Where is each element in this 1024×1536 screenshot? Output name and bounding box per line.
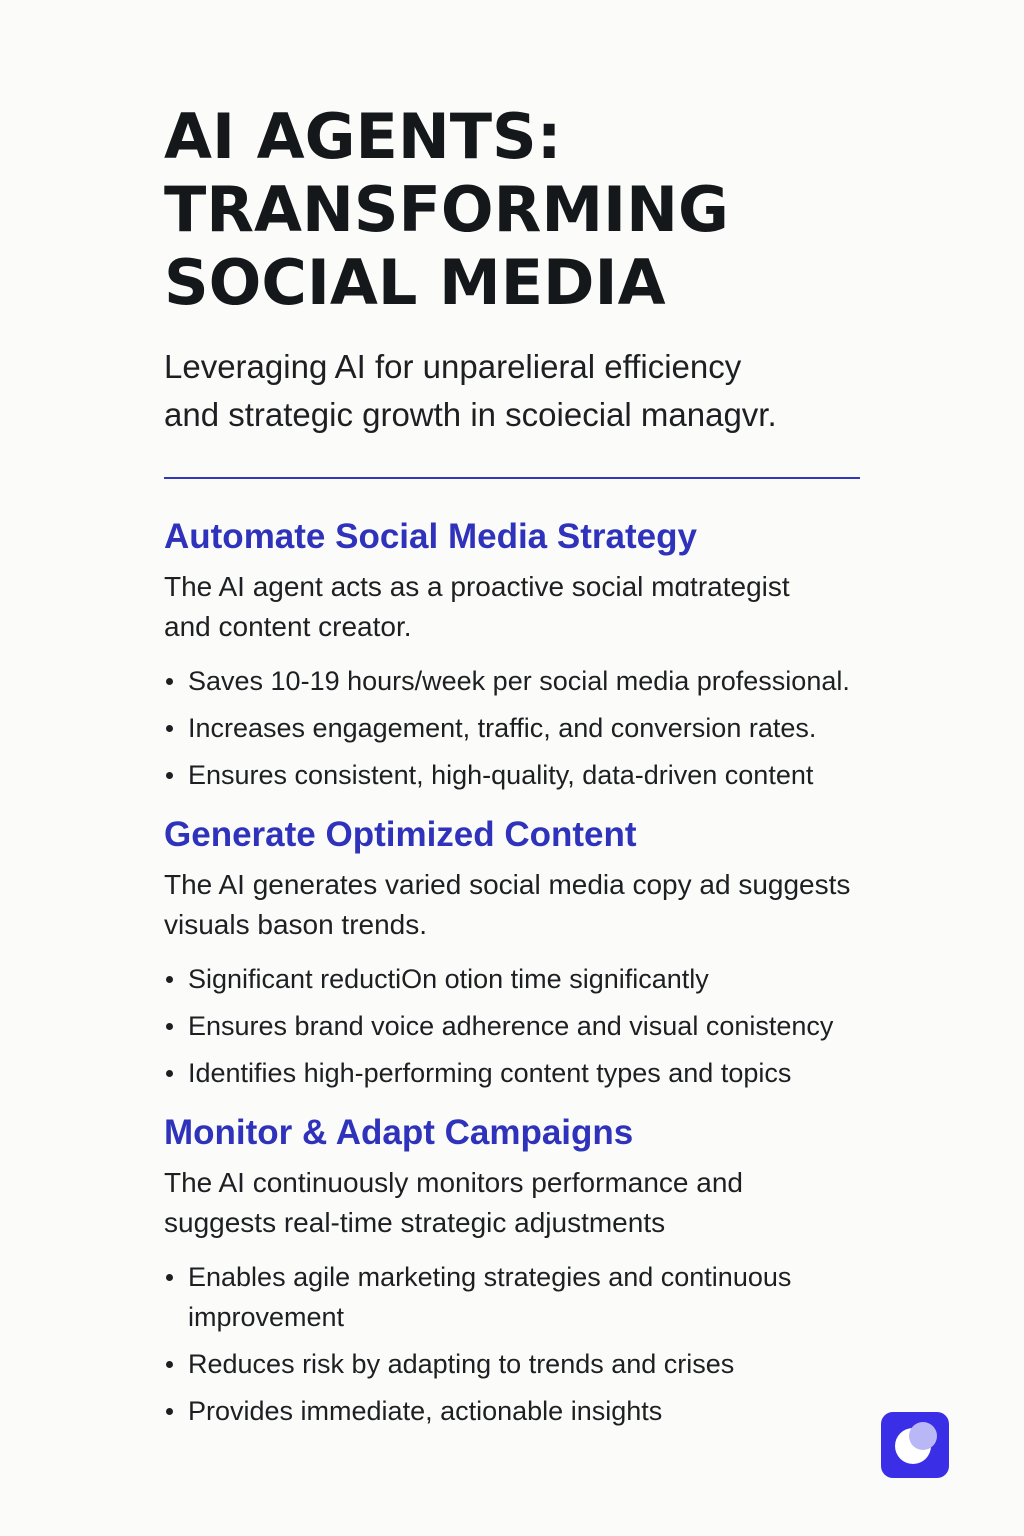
- bullet-item: [164, 959, 944, 999]
- bullet-item: [164, 755, 944, 795]
- bullet-dot-icon: [166, 1070, 173, 1077]
- bullet-dot-icon: [166, 678, 173, 685]
- description-line: and content creator.: [164, 611, 412, 642]
- bullet-item: [164, 1006, 944, 1046]
- section-generate-content: [164, 813, 944, 1093]
- section-description: [164, 567, 944, 647]
- section-description: [164, 1163, 944, 1243]
- assistant-logo-icon[interactable]: [881, 1412, 949, 1478]
- subtitle-line: and strategic growth in scoiecial managvr.: [164, 396, 777, 433]
- subtitle: [164, 343, 944, 439]
- section-title: Monitor & Adapt Campaigns: [164, 1113, 634, 1152]
- bullet-item: [164, 661, 944, 701]
- section-monitor-adapt: [164, 1111, 944, 1431]
- description-line: The AI generates varied social media copy ad suggests: [164, 869, 851, 900]
- bullet-item: [164, 1257, 944, 1337]
- title-line: TRANSFORMING: [164, 173, 729, 246]
- page-title: [164, 100, 944, 319]
- bullet-item: [164, 1344, 944, 1384]
- content: [164, 100, 944, 1438]
- bullet-list: [164, 959, 944, 1093]
- description-line: visuals bason trends.: [164, 909, 428, 940]
- title-line: SOCIAL MEDIA: [164, 246, 666, 319]
- bullet-list: [164, 1257, 944, 1431]
- section-title: Automate Social Media Strategy: [164, 517, 697, 556]
- divider: [164, 477, 860, 479]
- bullet-text: Enables agile marketing strategies and continuous: [188, 1262, 792, 1292]
- bullet-item: [164, 1391, 944, 1431]
- logo-circle-back: [909, 1422, 937, 1450]
- bullet-text-continued: improvement: [188, 1302, 345, 1332]
- description-line: The AI continuously monitors performance and: [164, 1167, 743, 1198]
- bullet-text: Ensures brand voice adherence and visual conistency: [188, 1011, 834, 1041]
- section-title: Generate Optimized Content: [164, 815, 637, 854]
- section-description: [164, 865, 944, 945]
- section-automate-strategy: [164, 515, 944, 795]
- bullet-dot-icon: [166, 1274, 173, 1281]
- bullet-text: Provides immediate, actionable insights: [188, 1396, 663, 1426]
- bullet-text: Identifies high-performing content types and topics: [188, 1058, 792, 1088]
- bullet-list: [164, 661, 944, 795]
- bullet-dot-icon: [166, 772, 173, 779]
- bullet-dot-icon: [166, 1408, 173, 1415]
- description-line: suggests real-time strategic adjustments: [164, 1207, 666, 1238]
- bullet-dot-icon: [166, 976, 173, 983]
- bullet-text: Reduces risk by adapting to trends and crises: [188, 1349, 735, 1379]
- bullet-text: Saves 10-19 hours/week per social media professional.: [188, 666, 850, 696]
- bullet-text: Ensures consistent, high-quality, data-driven content: [188, 760, 814, 790]
- bullet-dot-icon: [166, 725, 173, 732]
- bullet-item: [164, 1053, 944, 1093]
- bullet-dot-icon: [166, 1361, 173, 1368]
- bullet-text: Significant reductiOn otion time significantly: [188, 964, 709, 994]
- bullet-item: [164, 708, 944, 748]
- bullet-text: Increases engagement, traffic, and conversion rates.: [188, 713, 817, 743]
- title-line: AI AGENTS:: [164, 100, 562, 173]
- subtitle-line: Leveraging AI for unparelieral efficiency: [164, 348, 742, 385]
- description-line: The AI agent acts as a proactive social mɑtrategist: [164, 571, 790, 602]
- bullet-dot-icon: [166, 1023, 173, 1030]
